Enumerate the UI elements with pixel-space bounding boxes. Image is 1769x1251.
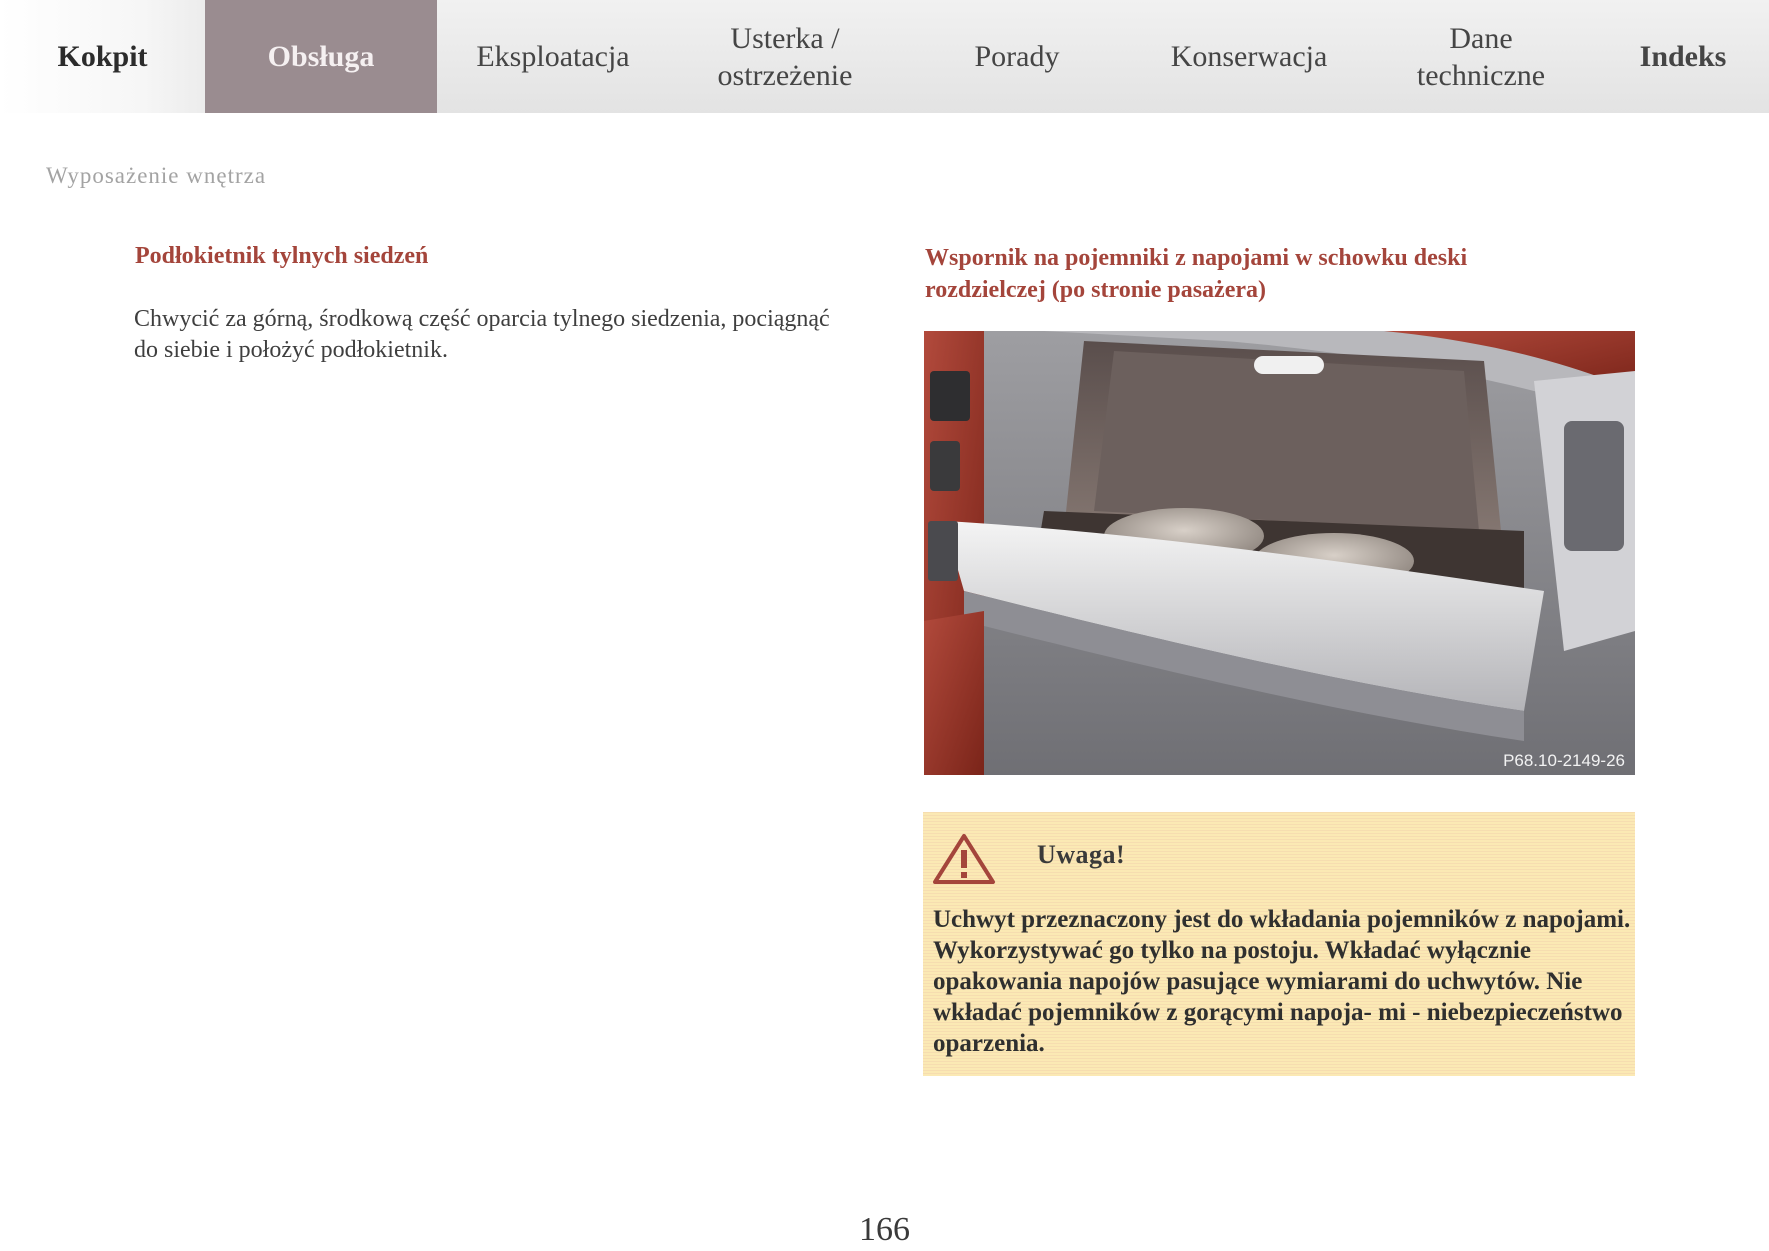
tab-porady[interactable] — [901, 0, 1133, 113]
page-number: 166 — [859, 1211, 910, 1248]
armrest-heading: Podłokietnik tylnych siedzeń — [135, 243, 429, 269]
section-label: Wyposażenie wnętrza — [46, 163, 267, 188]
tab-usterka-ostrzezenie[interactable] — [669, 0, 901, 113]
cupholder-illustration — [924, 331, 1635, 775]
warning-title: Uwaga! — [1037, 840, 1126, 869]
tab-label: Obsługa — [267, 40, 375, 73]
cupholder-heading: Wspornik na pojemniki z napojami w schowku deski rozdzielczej (po stronie pasażera) — [925, 245, 1468, 303]
tab-label: Dane techniczne — [1416, 21, 1546, 92]
warning-text: Uchwyt przeznaczony jest do wkładania pojemników z napojami. Wykorzystywać go tylko na postoju. Wkładać wyłącznie opakowania napojów pasujące wymiarami do uchwytów. Nie wkładać pojemników z gorącymi napoja- mi - niebezpieczeństwo oparzenia. — [933, 906, 1631, 1057]
tab-label: Konserwacja — [1170, 40, 1328, 73]
tab-dane-techniczne[interactable] — [1365, 0, 1597, 113]
tab-label: Porady — [974, 40, 1060, 73]
tab-obsluga[interactable] — [205, 0, 437, 113]
chapter-tabs — [0, 0, 1769, 113]
tab-kokpit[interactable] — [0, 0, 205, 113]
tab-eksploatacja[interactable] — [437, 0, 669, 113]
tab-indeks[interactable] — [1597, 0, 1769, 113]
tab-label: Usterka / ostrzeżenie — [717, 21, 853, 92]
tab-label: Kokpit — [57, 40, 148, 73]
tab-label: Indeks — [1639, 40, 1727, 73]
armrest-text: Chwycić za górną, środkową część oparcia tylnego siedzenia, pociągnąć do siebie i położyć podłokietnik. — [134, 306, 830, 363]
tab-label: Eksploatacja — [476, 40, 630, 73]
figure-code: P68.10-2149-26 — [1503, 751, 1625, 770]
warning-triangle-icon — [932, 833, 996, 885]
tab-konserwacja[interactable] — [1133, 0, 1365, 113]
warning-box — [923, 812, 1635, 1076]
